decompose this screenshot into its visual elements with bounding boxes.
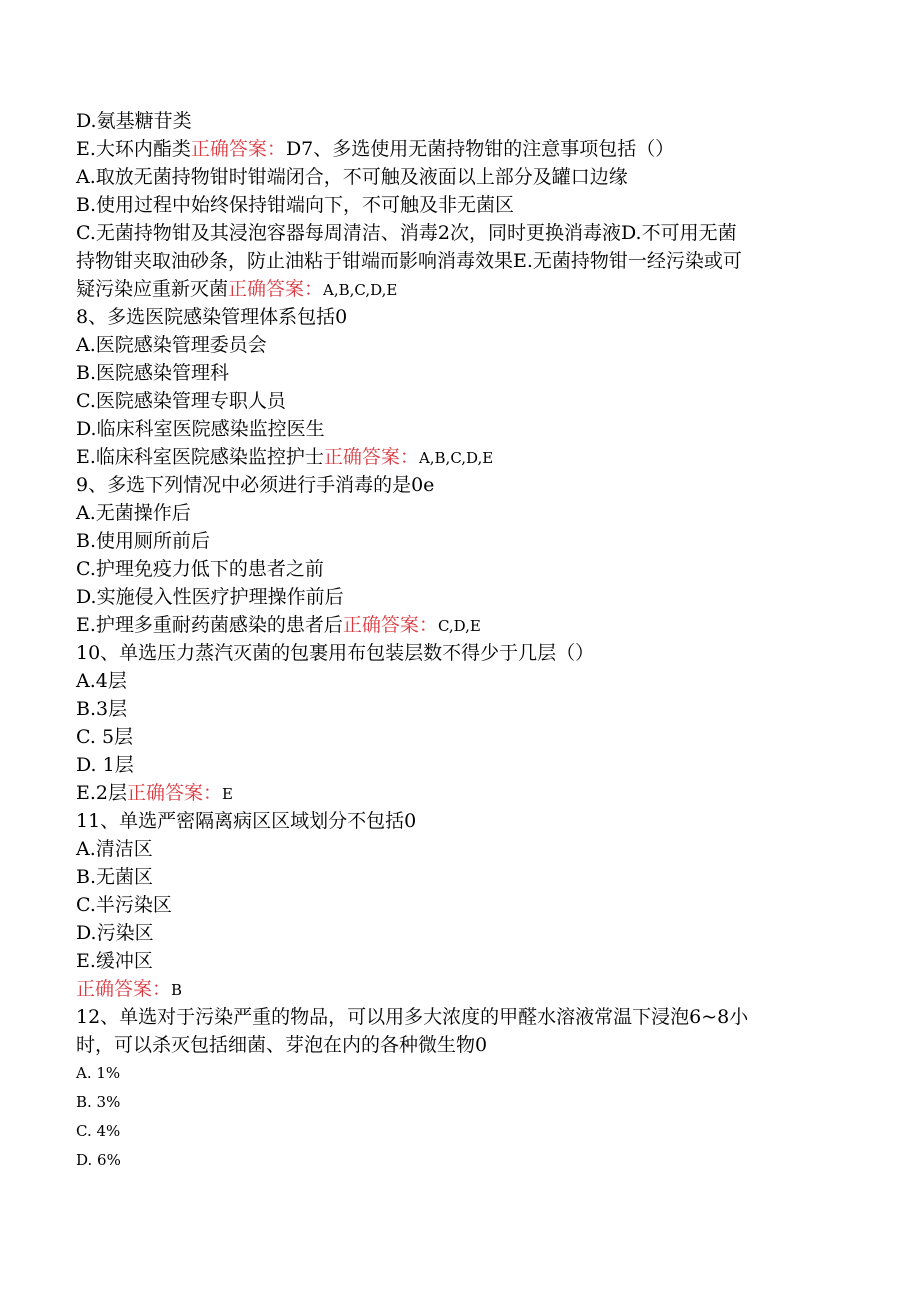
- option-line: B.无菌区: [76, 866, 154, 888]
- correct-answer-label: 正确答案：: [323, 446, 419, 468]
- question-line: 9、多选下列情况中必须进行手消毒的是0e: [76, 474, 435, 496]
- option-line: C. 4%: [76, 1122, 121, 1140]
- question-line: 12、单选对于污染严重的物品，可以用多大浓度的甲醛水溶液常温下浸泡6~8小: [76, 1006, 749, 1028]
- option-line: A.取放无菌持物钳时钳端闭合，不可触及液面以上部分及罐口边缘: [76, 166, 628, 188]
- option-line: E.大环内酯类正确答案：D7、多选使用无菌持物钳的注意事项包括（）: [76, 138, 675, 160]
- option-line: D.实施侵入性医疗护理操作前后: [76, 586, 344, 608]
- option-line: B.使用厕所前后: [76, 530, 211, 552]
- option-line: C.护理免疫力低下的患者之前: [76, 558, 324, 580]
- option-line: A.清洁区: [76, 838, 153, 860]
- option-line: C. 5层: [76, 726, 134, 748]
- answer-value: C,D,E: [437, 617, 481, 635]
- correct-answer-label: 正确答案：: [342, 614, 438, 636]
- correct-answer-label: 正确答案：: [228, 278, 324, 300]
- correct-answer-label: 正确答案：: [190, 138, 286, 160]
- option-line: D. 6%: [76, 1151, 121, 1169]
- option-line: C.无菌持物钳及其浸泡容器每周清洁、消毒2次，同时更换消毒液D.不可用无菌: [76, 222, 737, 244]
- option-line: E.2层正确答案：E: [76, 782, 233, 804]
- option-line: D.临床科室医院感染监控医生: [76, 418, 325, 440]
- answer-value: A,B,C,D,E: [418, 449, 494, 467]
- option-line: D. 1层: [76, 754, 134, 776]
- option-line: 疑污染应重新灭菌正确答案：A,B,C,D,E: [76, 278, 398, 300]
- option-line: B.医院感染管理科: [76, 362, 230, 384]
- answer-value: E: [222, 785, 233, 803]
- correct-answer-label: 正确答案：: [76, 978, 172, 1000]
- correct-answer-label: 正确答案：: [127, 782, 223, 804]
- option-line: A.医院感染管理委员会: [76, 334, 267, 356]
- option-line: E.护理多重耐药菌感染的患者后正确答案：C,D,E: [76, 614, 481, 636]
- option-line: A.4层: [76, 670, 127, 692]
- option-line: D.污染区: [76, 922, 154, 944]
- option-line: E.缓冲区: [76, 950, 153, 972]
- answer-value: A,B,C,D,E: [323, 281, 398, 299]
- option-line: A.无菌操作后: [76, 502, 191, 524]
- question-line: 10、单选压力蒸汽灭菌的包裹用布包装层数不得少于几层（）: [76, 642, 595, 664]
- option-line: D.氨基糖苷类: [76, 110, 192, 132]
- question-line: 8、多选医院感染管理体系包括0: [76, 306, 348, 328]
- option-line: A. 1%: [76, 1064, 121, 1082]
- question-line: 11、单选严密隔离病区区域划分不包括0: [76, 810, 417, 832]
- option-line: C.医院感染管理专职人员: [76, 390, 286, 412]
- option-line: B. 3%: [76, 1093, 121, 1111]
- option-line: B.3层: [76, 698, 128, 720]
- option-line: E.临床科室医院感染监控护士正确答案：A,B,C,D,E: [76, 446, 494, 468]
- option-line: B.使用过程中始终保持钳端向下，不可触及非无菌区: [76, 194, 515, 216]
- answer-value: B: [171, 981, 183, 999]
- option-line: C.半污染区: [76, 894, 172, 916]
- question-text: D7、多选使用无菌持物钳的注意事项包括（）: [285, 138, 675, 160]
- option-line: 持物钳夹取油砂条，防止油粘于钳端而影响消毒效果E.无菌持物钳一经污染或可: [76, 250, 742, 272]
- question-line: 时，可以杀灭包括细菌、芽泡在内的各种微生物0: [76, 1034, 488, 1056]
- answer-line: [76, 975, 836, 1003]
- document-page: [76, 107, 836, 1175]
